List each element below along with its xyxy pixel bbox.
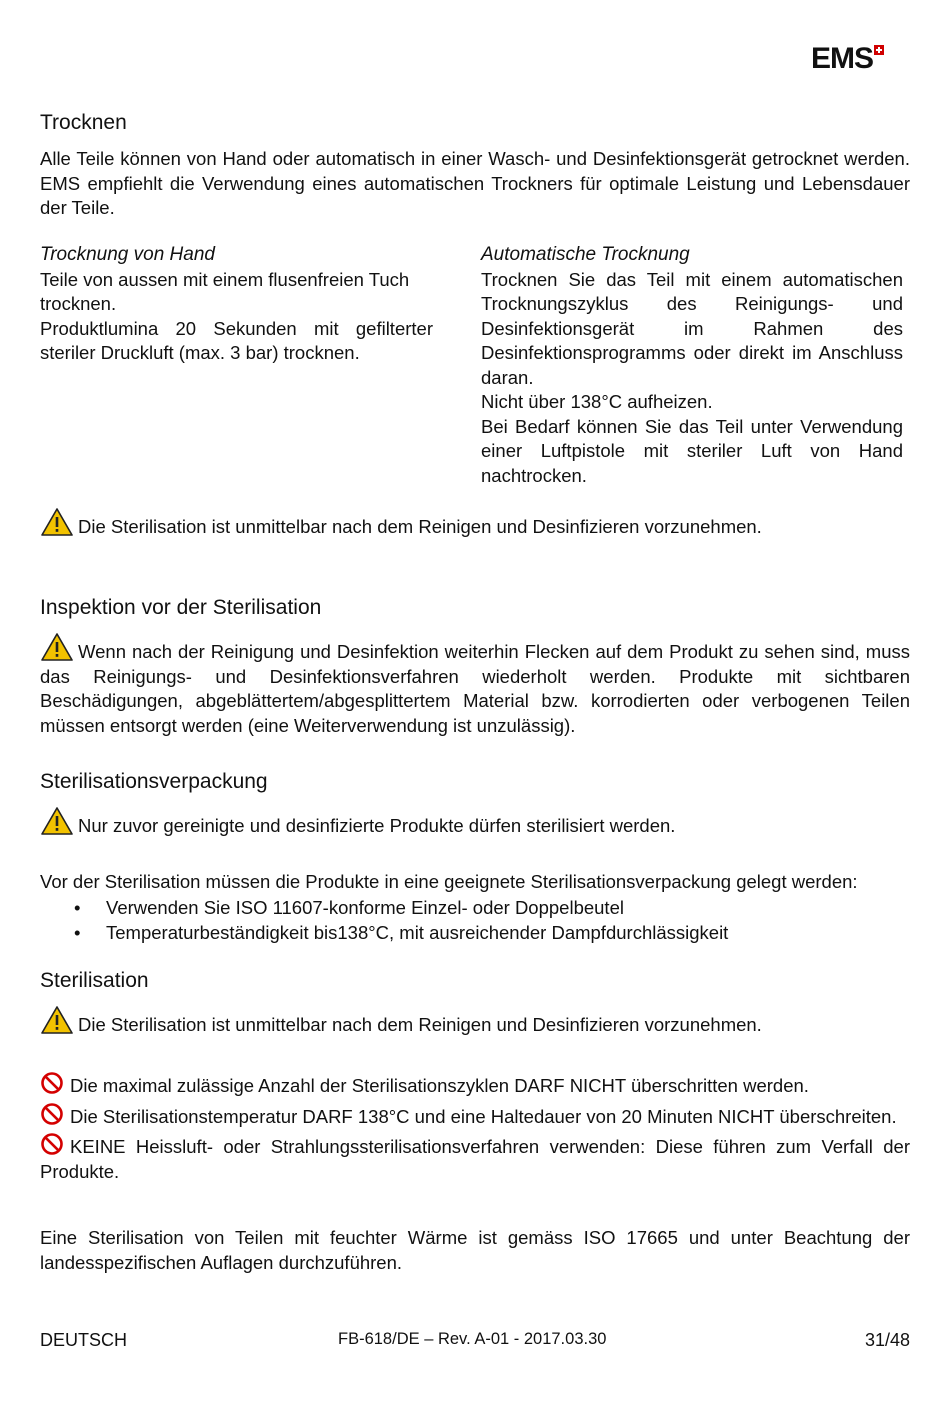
- warning-text: Die Sterilisation ist unmittelbar nach dem Reinigen und Desinfizieren vorzunehmen.: [78, 516, 762, 537]
- footer-language: DEUTSCH: [40, 1330, 128, 1350]
- verpackung-warning: [40, 806, 910, 839]
- section-heading-verpackung: Sterilisationsverpackung: [40, 770, 268, 793]
- warning-triangle-icon: [40, 632, 74, 662]
- section-heading-trocknen: Trocknen: [40, 111, 127, 134]
- auto-line-1: Trocknen Sie das Teil mit einem automatischen Trocknungszyklus des Reinigungs- und Desinfektionsgerät im Rahmen des Desinfektionsprogramms oder direkt im Anschluss daran.: [481, 268, 903, 388]
- prohibition-text: KEINE Heissluft- oder Strahlungssterilisationsverfahren verwenden: Diese führen zum Verfall der Produkte.: [40, 1136, 910, 1182]
- footer-doc-ref: FB-618/DE – Rev. A-01 - 2017.03.30: [338, 1330, 607, 1348]
- prohibition-icon: [40, 1071, 64, 1095]
- list-item: • Verwenden Sie ISO 11607-konforme Einzel- oder Doppelbeutel: [40, 895, 910, 920]
- warning-triangle-icon: [40, 507, 74, 537]
- auto-line-2: Nicht über 138°C aufheizen.: [481, 391, 713, 412]
- prohibition-text: Die Sterilisationstemperatur DARF 138°C und eine Haltedauer von 20 Minuten NICHT überschreiten.: [70, 1105, 897, 1127]
- trocknen-warning: [40, 507, 910, 540]
- prohibition-list: [40, 1071, 910, 1184]
- footer-page-number: 31/48: [864, 1330, 910, 1350]
- prohibition-item: [40, 1132, 910, 1184]
- prohibition-icon: [40, 1102, 64, 1126]
- section-heading-inspektion: Inspektion vor der Sterilisation: [40, 596, 322, 619]
- swiss-cross-icon: [874, 45, 884, 55]
- list-item: • Temperaturbeständigkeit bis138°C, mit ausreichender Dampfdurchlässigkeit: [40, 920, 910, 945]
- logo-text: EMS: [811, 42, 874, 75]
- auto-title: Automatische Trocknung: [481, 244, 690, 265]
- prohibition-icon: [40, 1132, 64, 1156]
- column-auto: [481, 243, 903, 488]
- warning-text: Nur zuvor gereinigte und desinfizierte Produkte dürfen sterilisiert werden.: [78, 815, 676, 836]
- verpackung-intro: Vor der Sterilisation müssen die Produkte in eine geeignete Sterilisationsverpackung gelegt werden:: [40, 871, 858, 892]
- sterilisation-warning: [40, 1005, 910, 1038]
- prohibition-item: [40, 1102, 910, 1130]
- trocknen-intro: Alle Teile können von Hand oder automatisch in einer Wasch- und Desinfektionsgerät getrocknet werden. EMS empfiehlt die Verwendung eines automatischen Trockners für optimale Leistung und Lebensdauer der Teile.: [40, 148, 910, 218]
- warning-text: Die Sterilisation ist unmittelbar nach dem Reinigen und Desinfizieren vorzunehmen.: [78, 1014, 762, 1035]
- auto-line-3: Bei Bedarf können Sie das Teil unter Verwendung einer Luftpistole mit steriler Luft von Hand nachtrocken.: [481, 415, 903, 486]
- warning-triangle-icon: [40, 806, 74, 836]
- warning-triangle-icon: [40, 1005, 74, 1035]
- inspektion-warning: [40, 632, 910, 738]
- verpackung-list: [40, 895, 910, 945]
- sterilisation-closing: Eine Sterilisation von Teilen mit feuchter Wärme ist gemäss ISO 17665 und unter Beachtung der landesspezifischen Auflagen durchzuführen.: [40, 1227, 910, 1273]
- ems-logo: [811, 42, 884, 76]
- prohibition-text: Die maximal zulässige Anzahl der Sterilisationszyklen DARF NICHT überschritten werden.: [70, 1075, 809, 1096]
- prohibition-item: [40, 1071, 910, 1099]
- section-heading-sterilisation: Sterilisation: [40, 969, 149, 992]
- column-hand: [40, 243, 433, 366]
- warning-text: Wenn nach der Reinigung und Desinfektion weiterhin Flecken auf dem Produkt zu sehen sind, muss das Reinigungs- und Desinfektionsverfahren wiederholt werden. Produkte mit sichtbaren Beschädigungen, abgeblättertem/abgesplittertem Material bzw. korrodierten oder verbogenen Teilen müssen entsorgt werden (eine Weiterverwendung ist unzulässig).: [40, 641, 910, 736]
- hand-line-2: Produktlumina 20 Sekunden mit gefilterter steriler Druckluft (max. 3 bar) trocknen.: [40, 317, 433, 363]
- hand-title: Trocknung von Hand: [40, 244, 215, 265]
- hand-line-1: Teile von aussen mit einem flusenfreien Tuch trocknen.: [40, 268, 410, 314]
